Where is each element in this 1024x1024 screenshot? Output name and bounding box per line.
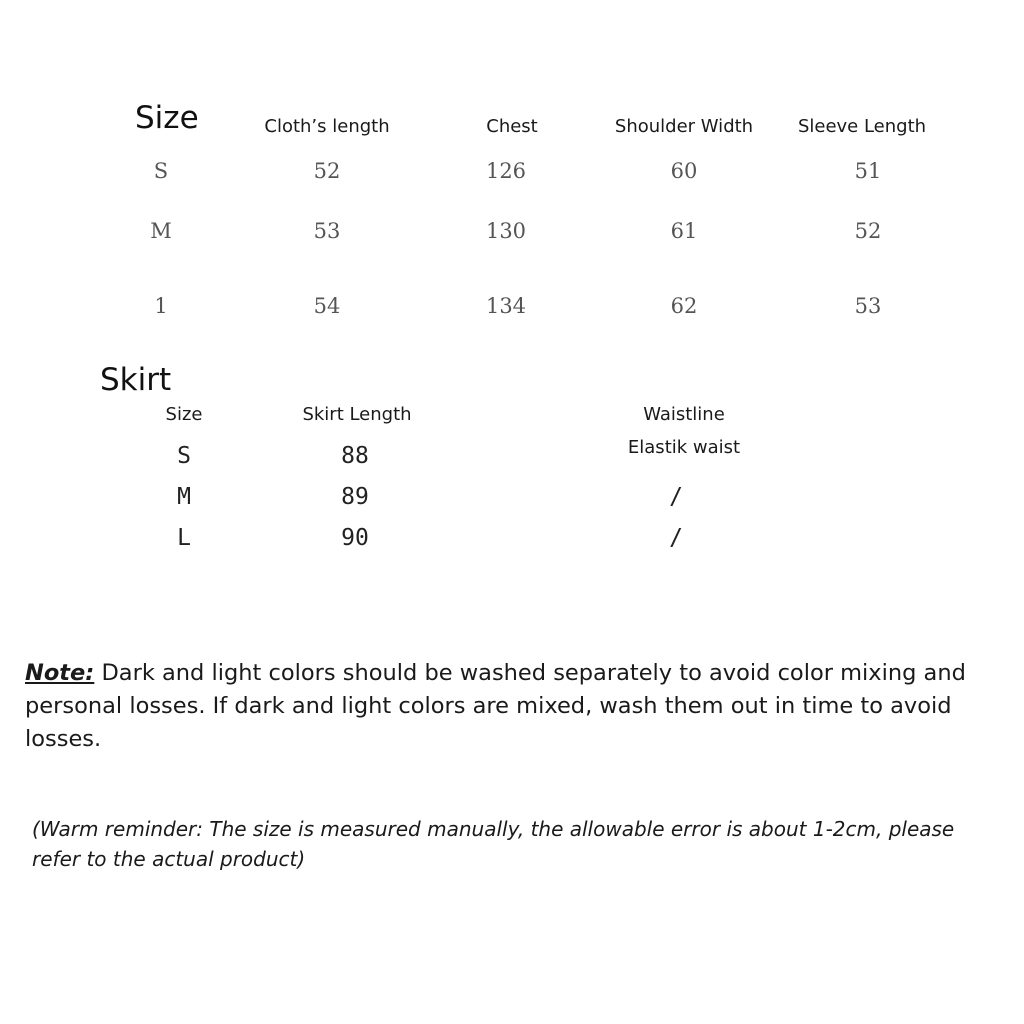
sleeve-length-value: 52 — [854, 219, 882, 243]
cloth-length-value: 53 — [313, 219, 341, 243]
size-table-title: Size — [135, 100, 199, 136]
sleeve-length-value: 53 — [854, 294, 882, 318]
waistline-value: Elastik waist — [627, 437, 741, 458]
waistline-value: / — [669, 525, 683, 551]
header-cloth-length: Cloth’s length — [264, 116, 390, 137]
row-size-label: M — [177, 484, 191, 510]
row-size-label: M — [150, 219, 172, 243]
warm-reminder: (Warm reminder: The size is measured manually, the allowable error is about 1-2cm, please refer to the actual product) — [32, 817, 955, 871]
chest-value: 126 — [485, 159, 527, 183]
note-text: Dark and light colors should be washed separately to avoid color mixing and personal losses. If dark and light colors are mixed, wash them out in time to avoid losses. — [25, 660, 966, 752]
header-size: Size — [165, 404, 203, 425]
skirt-table-title: Skirt — [100, 362, 172, 398]
chest-value: 134 — [485, 294, 527, 318]
chest-value: 130 — [485, 219, 527, 243]
shoulder-width-value: 62 — [670, 294, 698, 318]
waistline-value: / — [669, 484, 683, 510]
row-size-label: S — [153, 159, 169, 183]
header-shoulder-width: Shoulder Width — [614, 116, 754, 137]
row-size-label: S — [177, 443, 191, 469]
sleeve-length-value: 51 — [854, 159, 882, 183]
shoulder-width-value: 60 — [670, 159, 698, 183]
cloth-length-value: 52 — [313, 159, 341, 183]
header-chest: Chest — [486, 116, 538, 137]
cloth-length-value: 54 — [313, 294, 341, 318]
note-label: Note: — [25, 660, 95, 686]
header-skirt-length: Skirt Length — [302, 404, 412, 425]
shoulder-width-value: 61 — [670, 219, 698, 243]
care-note — [25, 657, 995, 756]
skirt-length-value: 88 — [341, 443, 369, 469]
skirt-length-value: 90 — [341, 525, 369, 551]
row-size-label: 1 — [154, 294, 168, 318]
skirt-length-value: 89 — [341, 484, 369, 510]
header-sleeve-length: Sleeve Length — [797, 116, 927, 137]
row-size-label: L — [177, 525, 191, 551]
header-waistline: Waistline — [643, 404, 725, 425]
